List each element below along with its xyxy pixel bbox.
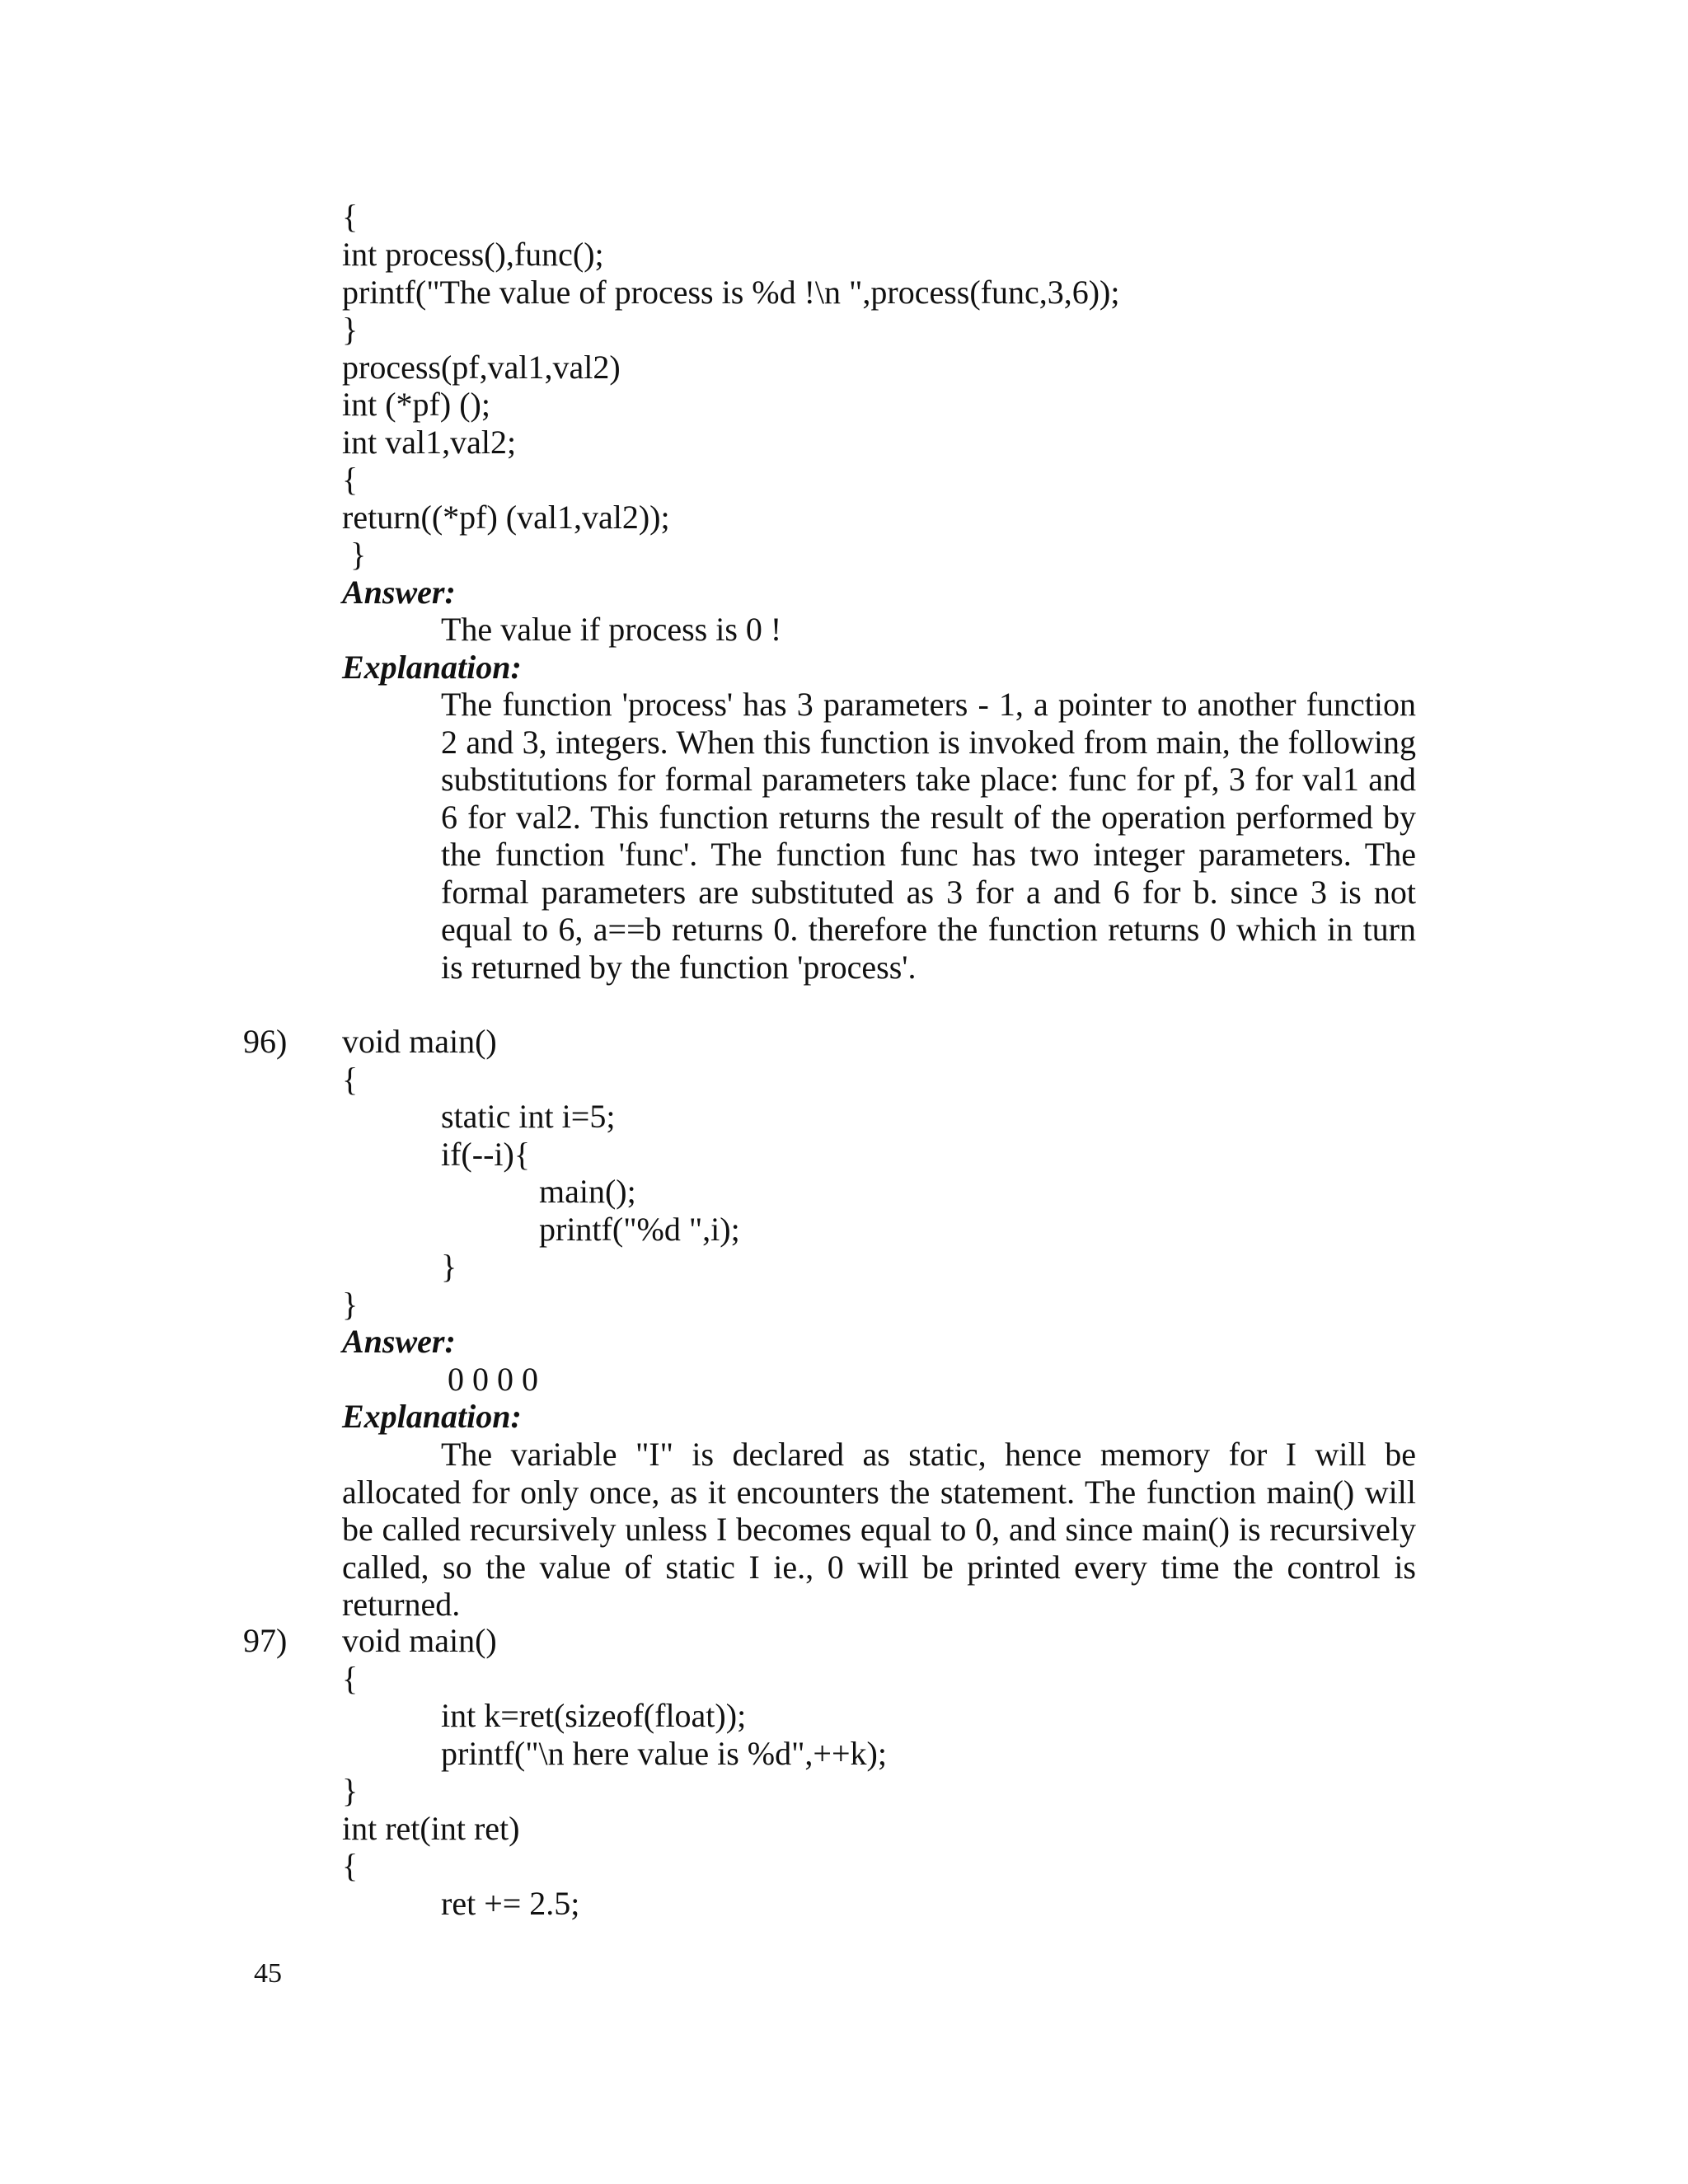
code-line: } xyxy=(342,311,359,348)
explanation-text: The variable "I" is declared as static, hence memory for I will be allocated for only once, as it encounters the statement. The function main() will be called recursively unless I becomes equal to 0, and since main() is recursively called, so the value of static I ie., 0 will be printed every time the control is returned. xyxy=(342,1436,1416,1623)
code-line: { xyxy=(342,1847,359,1884)
page-number: 45 xyxy=(254,1958,282,1989)
answer-heading: Answer: xyxy=(342,574,456,611)
answer-text: The value if process is 0 ! xyxy=(441,611,782,648)
code-line: main(); xyxy=(539,1173,636,1210)
code-line: void main() xyxy=(342,1023,497,1060)
code-line: int (*pf) (); xyxy=(342,386,490,423)
code-line: printf("\n here value is %d",++k); xyxy=(441,1735,887,1772)
code-line: { xyxy=(342,198,359,235)
code-line: { xyxy=(342,1061,359,1098)
answer-text: 0 0 0 0 xyxy=(448,1361,538,1398)
code-line: int ret(int ret) xyxy=(342,1810,520,1847)
question-number: 96) xyxy=(243,1023,288,1060)
code-line: int val1,val2; xyxy=(342,424,517,461)
code-line: } xyxy=(342,536,367,573)
code-line: } xyxy=(342,1772,359,1809)
code-line: { xyxy=(342,1660,359,1697)
explanation-heading: Explanation: xyxy=(342,1398,522,1435)
code-line: static int i=5; xyxy=(441,1098,616,1135)
code-line: int process(),func(); xyxy=(342,236,604,273)
explanation-heading: Explanation: xyxy=(342,649,522,686)
answer-heading: Answer: xyxy=(342,1323,456,1360)
code-line: } xyxy=(342,1286,359,1323)
code-line: ret += 2.5; xyxy=(441,1885,580,1922)
code-line: return((*pf) (val1,val2)); xyxy=(342,499,670,536)
code-line: process(pf,val1,val2) xyxy=(342,349,621,386)
code-line: if(--i){ xyxy=(441,1136,531,1173)
code-line: int k=ret(sizeof(float)); xyxy=(441,1697,747,1734)
code-line: { xyxy=(342,461,359,498)
explanation-text: The function 'process' has 3 parameters - 1, a pointer to another function 2 and 3, integers. When this function is invoked from main, the following substitutions for formal parameters take place: func for pf, 3 for val1 and 6 for val2. This function returns the result of the operation performed by the function 'func'. The function func has two integer parameters. The formal parameters are substituted as 3 for a and 6 for b. since 3 is not equal to 6, a==b returns 0. therefore the function returns 0 which in turn is returned by the function 'process'. xyxy=(441,686,1416,986)
question-number: 97) xyxy=(243,1622,288,1659)
code-line: } xyxy=(441,1248,457,1285)
code-line: printf("%d ",i); xyxy=(539,1211,740,1248)
code-line: printf("The value of process is %d !\n ",process(func,3,6)); xyxy=(342,274,1120,311)
code-line: void main() xyxy=(342,1622,497,1659)
